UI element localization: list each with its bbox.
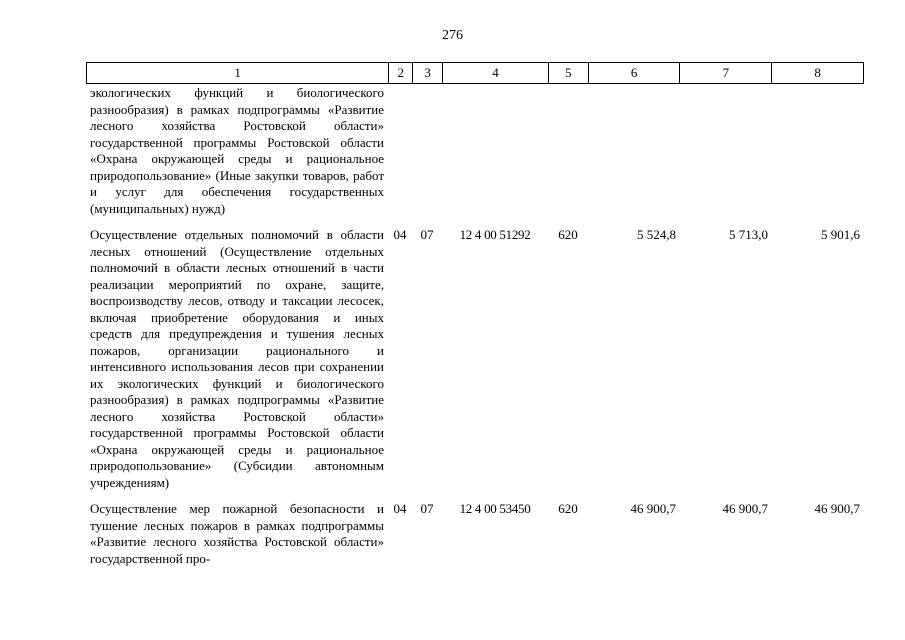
row-amount-year-2: 5 713,0	[729, 227, 768, 242]
row-description: экологических функций и биологического разнообразия) в рамках подпрограммы «Развитие лесного хозяйства Ростовской области» государственной программы Ростовской области «Охрана окружающей среды и рациональное природопользование» (Иные закупки товаров, работ и услуг для обеспечения государственных (муниципальных) нужд)	[90, 85, 384, 216]
row-section: 04	[393, 501, 407, 516]
row-expense-type: 620	[558, 501, 578, 516]
row-target-article: 12 4 00 51292	[459, 227, 531, 242]
row-subsection: 07	[420, 227, 434, 242]
header-col-8: 8	[771, 63, 863, 83]
row-section: 04	[393, 227, 407, 242]
table-row	[86, 501, 864, 567]
page-number: 276	[442, 28, 463, 43]
header-col-1: 1	[234, 65, 241, 80]
row-amount-year-3: 5 901,6	[821, 227, 860, 242]
row-amount-year-2: 46 900,7	[722, 501, 768, 516]
table-header-row	[86, 62, 864, 84]
row-amount-year-1	[588, 85, 680, 217]
header-col-2: 2	[388, 63, 412, 83]
table-row	[86, 227, 864, 491]
row-amount-year-2	[680, 85, 772, 217]
header-col-7: 7	[679, 63, 771, 83]
row-amount-year-1: 5 524,8	[637, 227, 676, 242]
row-description: Осуществление отдельных полномочий в области лесных отношений (Осуществление отдельных полномочий в области лесных отношений в части реализации мероприятий по охране, защите, воспроизводству лесов, отводу и таксации лесосек, включая приобретение оборудования и иных средств для предупреждения и тушения лесных пожаров, организации рационального и интенсивного использования лесов при сохранении их экологических функций и биологического разнообразия) в рамках подпрограммы «Развитие лесного хозяйства Ростовской области» государственной программы Ростовской области «Охрана окружающей среды и рациональное природопользование» (Субсидии автономным учреждениям)	[90, 227, 384, 490]
table-row	[86, 85, 864, 217]
row-expense-type	[548, 85, 588, 217]
table-body	[86, 85, 864, 567]
row-expense-type: 620	[558, 227, 578, 242]
row-subsection	[412, 85, 442, 217]
row-subsection: 07	[420, 501, 434, 516]
row-amount-year-3	[772, 85, 864, 217]
header-col-6: 6	[588, 63, 680, 83]
header-col-4: 4	[442, 63, 548, 83]
header-col-3: 3	[412, 63, 442, 83]
row-amount-year-1: 46 900,7	[630, 501, 676, 516]
header-col-5: 5	[548, 63, 588, 83]
row-section	[388, 85, 412, 217]
row-amount-year-3: 46 900,7	[814, 501, 860, 516]
row-target-article	[442, 85, 548, 217]
row-target-article: 12 4 00 53450	[459, 501, 531, 516]
row-description: Осуществление мер пожарной безопасности и тушение лесных пожаров в рамках подпрограммы «Развитие лесного хозяйства Ростовской области» государственной про-	[90, 501, 384, 566]
